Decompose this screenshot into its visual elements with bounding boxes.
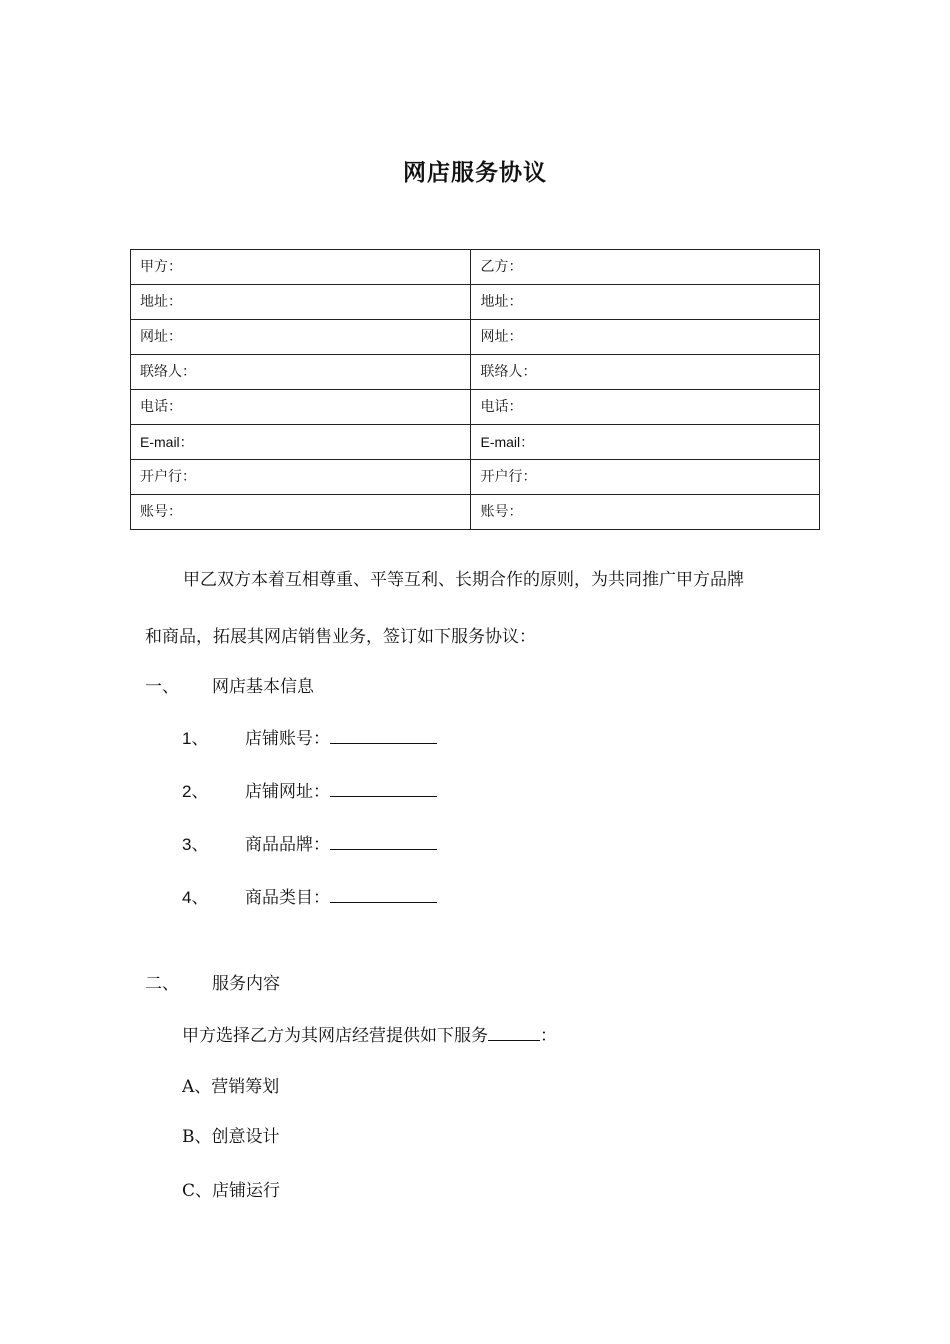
party-a-website: 网址： — [131, 320, 471, 355]
list-item — [182, 729, 437, 748]
party-b-website: 网址： — [471, 320, 820, 355]
service-option-b: B、创意设计 — [182, 1127, 280, 1147]
section-1-heading — [145, 679, 815, 696]
fill-blank-line[interactable] — [330, 835, 437, 850]
party-b-name: 乙方： — [471, 250, 820, 285]
section-1-title: 网店基本信息 — [212, 677, 314, 697]
document-title: 网店服务协议 — [403, 160, 547, 186]
table-row — [131, 285, 820, 320]
party-a-contact: 联络人： — [131, 355, 471, 390]
list-item — [182, 888, 437, 907]
intro-line-2: 和商品，拓展其网店销售业务，签订如下服务协议： — [145, 627, 536, 647]
party-a-email: E-mail： — [131, 425, 471, 460]
section-2-number: 二、 — [145, 974, 179, 994]
party-b-account: 账号： — [471, 495, 820, 530]
service-option-c: C、店铺运行 — [182, 1181, 281, 1201]
intro-line-1: 甲乙双方本着互相尊重、平等互利、长期合作的原则，为共同推广甲方品牌 — [183, 570, 744, 590]
service-description-text: 甲方选择乙方为其网店经营提供如下服务 — [182, 1026, 488, 1046]
table-row — [131, 495, 820, 530]
list-item — [182, 782, 437, 801]
table-row — [131, 355, 820, 390]
party-a-address: 地址： — [131, 285, 471, 320]
section-2-title: 服务内容 — [212, 974, 280, 994]
table-row — [131, 390, 820, 425]
item-number: 4、 — [182, 888, 209, 907]
table-row — [131, 460, 820, 495]
service-description-end: ： — [540, 1026, 557, 1046]
table-row — [131, 425, 820, 460]
service-description — [182, 1026, 557, 1045]
item-number: 2、 — [182, 782, 209, 801]
parties-table — [130, 249, 820, 530]
party-b-address: 地址： — [471, 285, 820, 320]
item-label: 店铺网址： — [245, 782, 330, 802]
section-1-number: 一、 — [145, 677, 179, 697]
fill-blank-line[interactable] — [330, 782, 437, 797]
service-option-a: A、营销筹划 — [182, 1077, 280, 1097]
fill-blank-line[interactable] — [330, 888, 437, 903]
item-label: 商品品牌： — [245, 835, 330, 855]
party-b-bank: 开户行： — [471, 460, 820, 495]
party-a-bank: 开户行： — [131, 460, 471, 495]
fill-blank-line[interactable] — [330, 729, 437, 744]
party-a-account: 账号： — [131, 495, 471, 530]
table-row — [131, 250, 820, 285]
fill-blank-line[interactable] — [488, 1026, 540, 1041]
item-label: 商品类目： — [245, 888, 330, 908]
table-row — [131, 320, 820, 355]
item-number: 1、 — [182, 729, 209, 748]
party-b-email: E-mail： — [471, 425, 820, 460]
party-a-phone: 电话： — [131, 390, 471, 425]
list-item — [182, 835, 437, 854]
party-b-phone: 电话： — [471, 390, 820, 425]
party-b-contact: 联络人： — [471, 355, 820, 390]
party-a-name: 甲方： — [131, 250, 471, 285]
item-label: 店铺账号： — [245, 729, 330, 749]
section-2-heading — [145, 976, 815, 993]
item-number: 3、 — [182, 835, 209, 854]
